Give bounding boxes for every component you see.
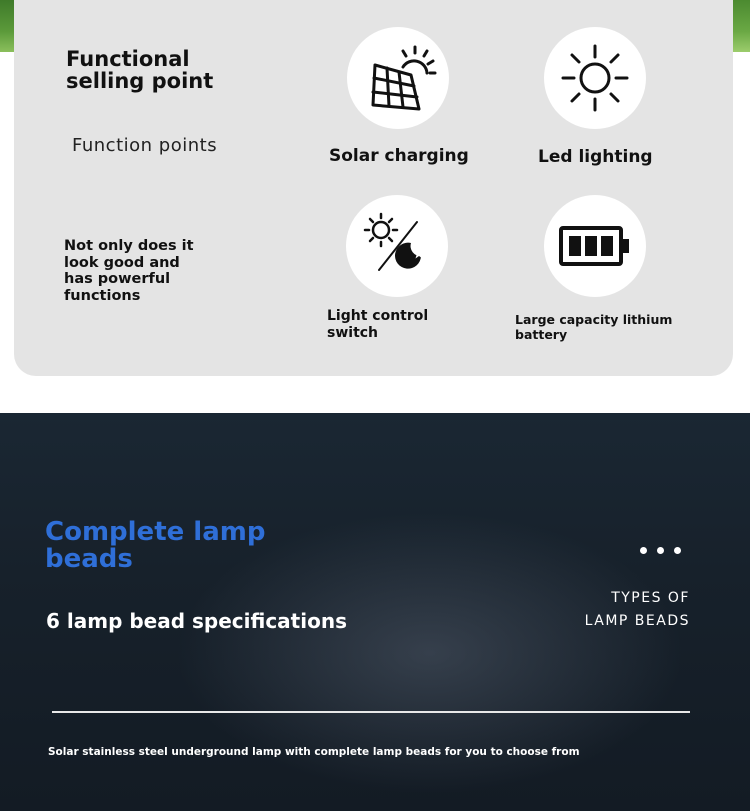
types-line-1: TYPES OF <box>611 590 690 606</box>
feature-label-led: Led lighting <box>538 147 653 167</box>
feature-label-light-control: Light control switch <box>327 308 429 341</box>
solar-panel-icon <box>347 27 449 129</box>
banner-footer-text: Solar stainless steel underground lamp with complete lamp beads for you to choose from <box>48 746 580 758</box>
sun-icon <box>544 27 646 129</box>
battery-icon <box>544 195 646 297</box>
divider <box>52 711 690 713</box>
dot <box>674 547 681 554</box>
feature-label-solar: Solar charging <box>329 146 469 166</box>
dots-decoration <box>640 547 681 554</box>
banner-title: Complete lamp beads <box>45 517 266 574</box>
section-title: Functional selling point <box>66 47 214 93</box>
types-line-2: LAMP BEADS <box>584 613 690 629</box>
types-caption <box>585 587 690 633</box>
section-description: Not only does it look good and has powerful functions <box>64 238 194 304</box>
section-subtitle: Function points <box>72 135 218 156</box>
feature-card <box>14 0 733 376</box>
day-night-switch-icon <box>346 195 448 297</box>
banner-subtitle: 6 lamp bead specifications <box>46 609 347 633</box>
dot <box>640 547 647 554</box>
grass-photo-edge-right <box>732 0 750 52</box>
feature-label-battery: Large capacity lithium battery <box>515 312 673 342</box>
lamp-beads-banner <box>0 413 750 811</box>
dot <box>657 547 664 554</box>
